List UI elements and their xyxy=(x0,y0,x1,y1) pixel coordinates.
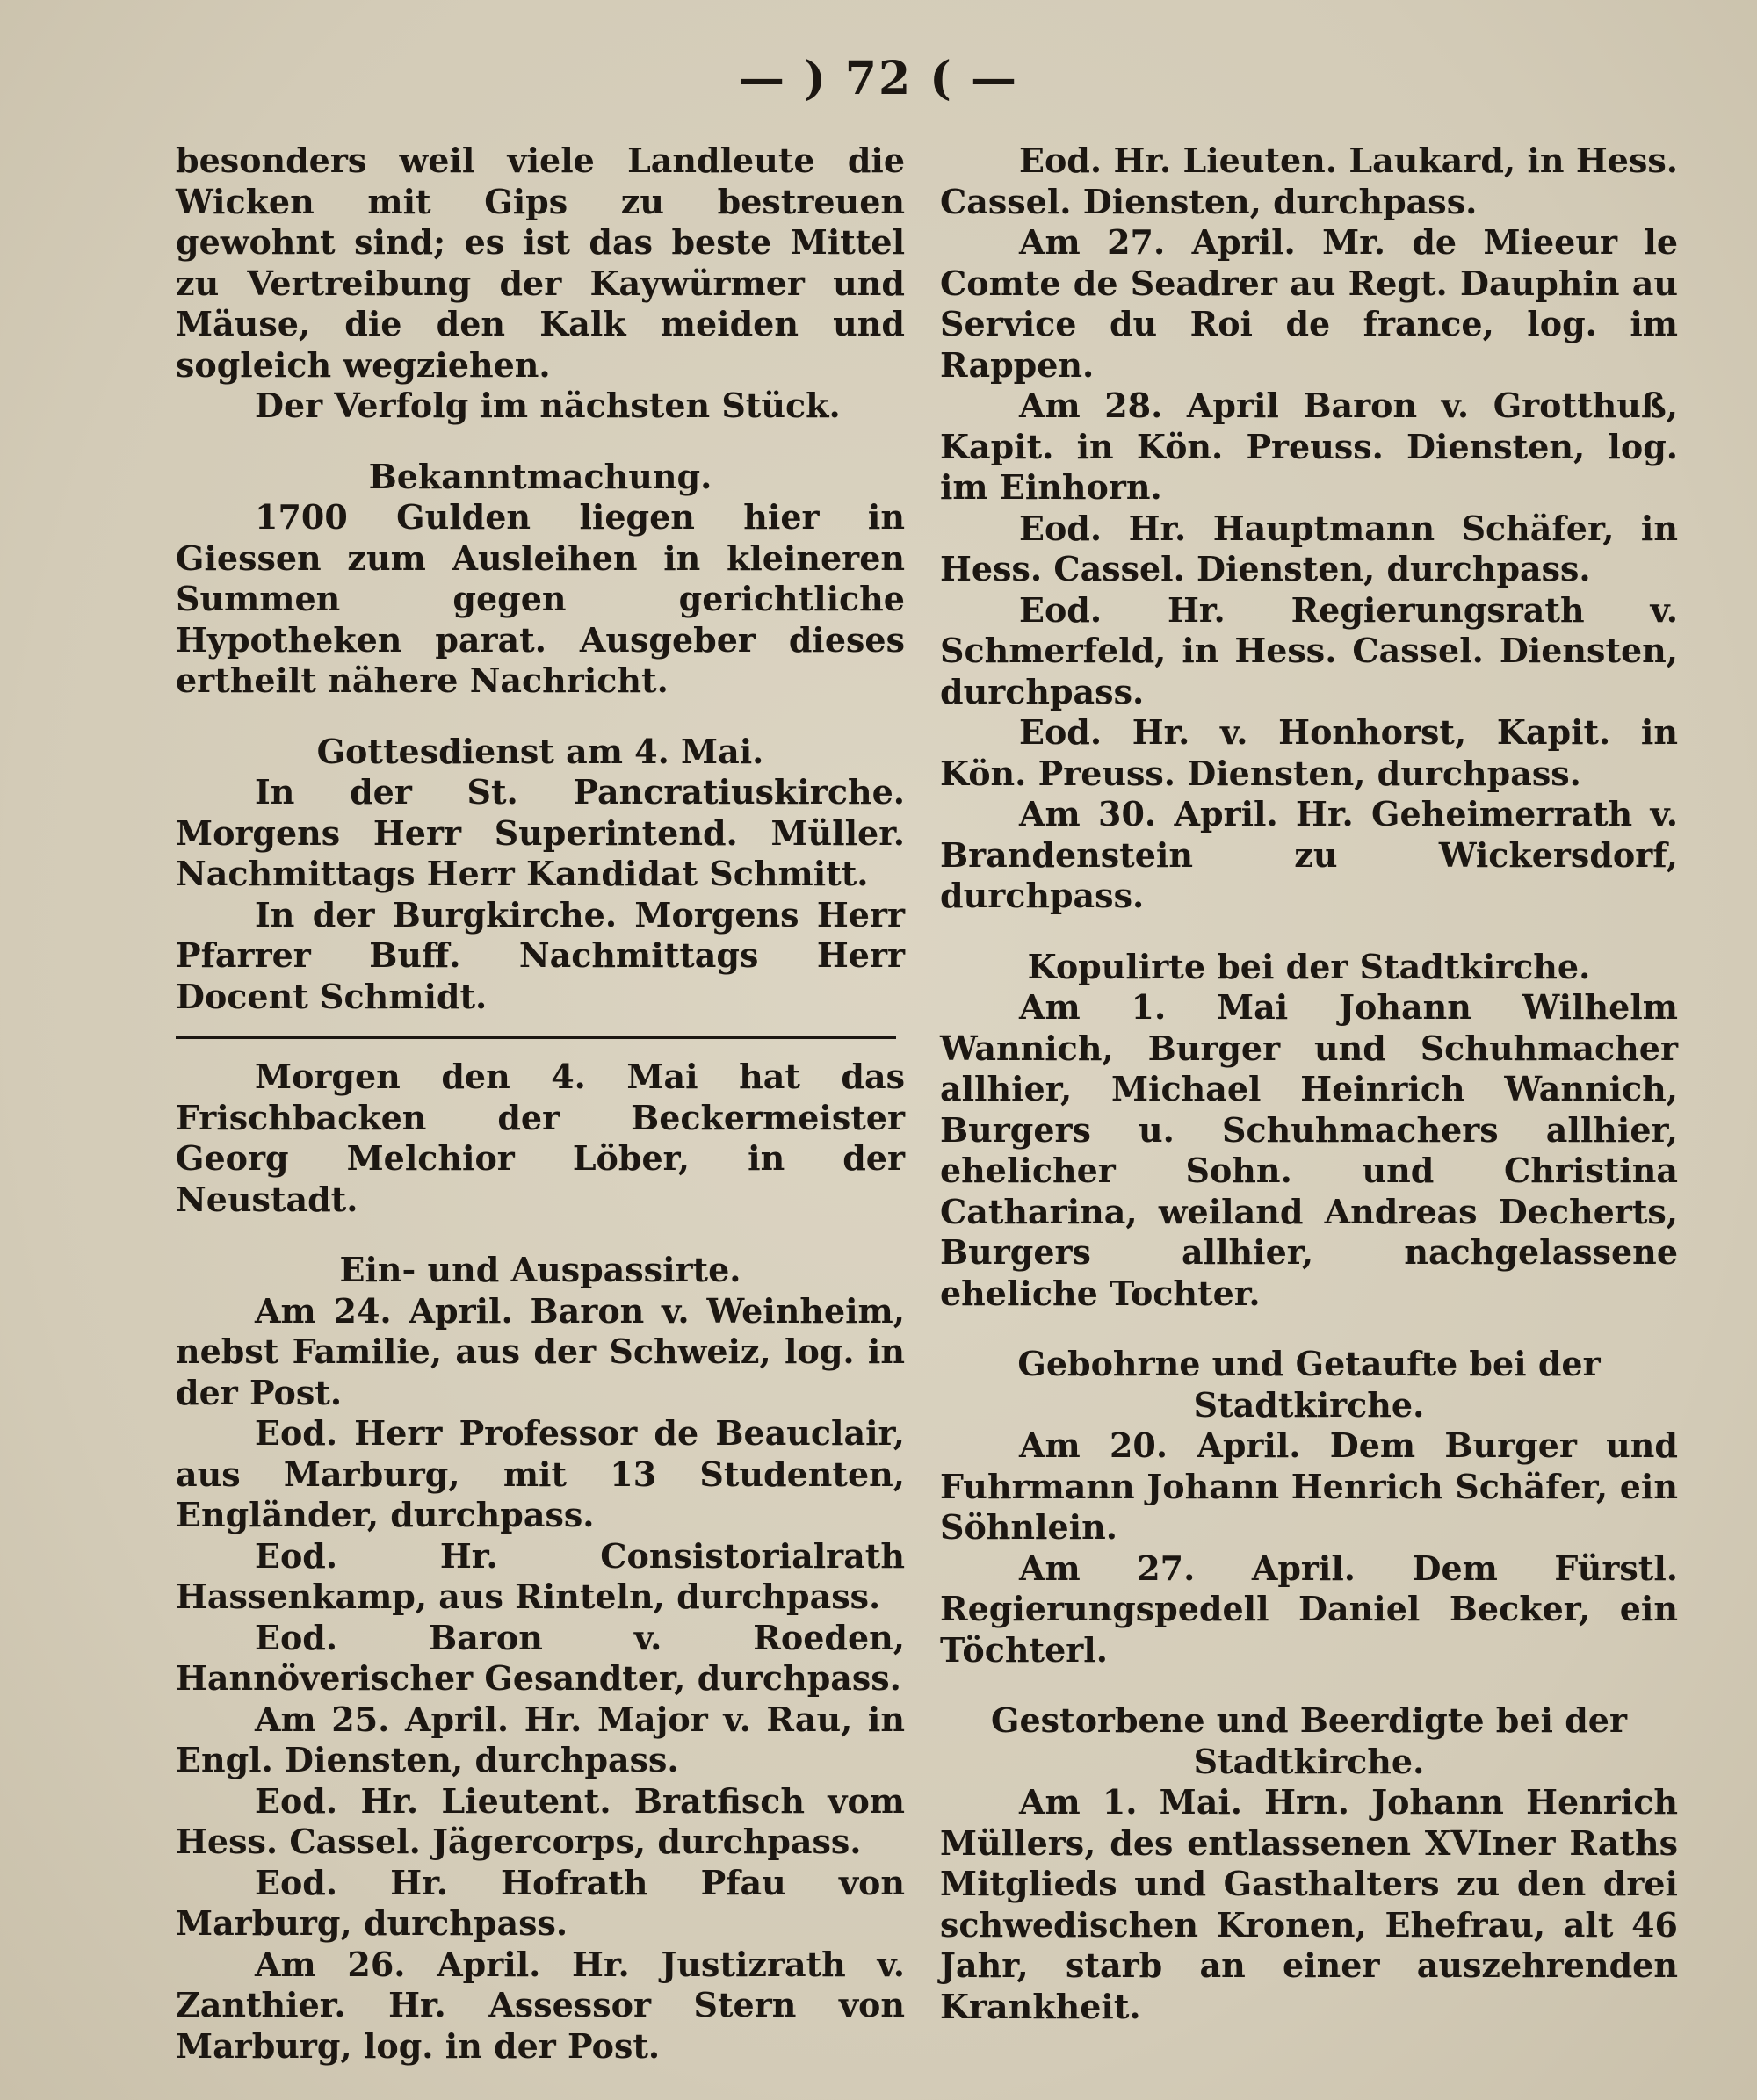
passirte-entry: Eod. Hr. Lieuten. Laukard, in Hess. Cassel. Diensten, durchpass. xyxy=(940,141,1678,221)
heading-kopulirte: Kopulirte bei der Stadtkirche. xyxy=(1027,946,1591,986)
passirte-entry: Am 26. April. Hr. Justizrath v. Zanthier. Hr. Assessor Stern von Marburg, log. in der Post. xyxy=(176,1944,905,2066)
heading-gestorbene: Gestorbene und Beerdigte bei der Stadtkirche. xyxy=(991,1700,1627,1781)
frischbacken-notice: Morgen den 4. Mai hat das Frischbacken der Beckermeister Georg Melchior Löber, in der Neustadt. xyxy=(176,1057,905,1219)
passirte-entry: Am 28. April Baron v. Grotthuß, Kapit. in Kön. Preuss. Diensten, log. im Einhorn. xyxy=(940,386,1678,507)
passirte-entry: Eod. Hr. Hauptmann Schäfer, in Hess. Cassel. Diensten, durchpass. xyxy=(940,508,1678,588)
kopulirte-entry: Am 1. Mai Johann Wilhelm Wannich, Burger und Schuhmacher allhier, Michael Heinrich Wannich, Burgers u. Schuhmachers allhier, ehelicher Sohn. und Christina Catharina, weiland Andreas Decherts, Burgers allhier, nachgelassene eheliche Tochter. xyxy=(940,987,1678,1313)
gebohrne-entry: Am 20. April. Dem Burger und Fuhrmann Johann Henrich Schäfer, ein Söhnlein. xyxy=(940,1425,1678,1547)
passirte-entry: Am 27. April. Mr. de Mieeur le Comte de Seadrer au Regt. Dauphin au Service du Roi de france, log. im Rappen. xyxy=(940,222,1678,385)
passirte-entry: Eod. Hr. Regierungsrath v. Schmerfeld, in Hess. Cassel. Diensten, durchpass. xyxy=(940,589,1678,711)
passirte-entry: Am 25. April. Hr. Major v. Rau, in Engl. Diensten, durchpass. xyxy=(176,1699,905,1779)
passirte-entry: Eod. Baron v. Roeden, Hannöverischer Gesandter, durchpass. xyxy=(176,1617,905,1698)
bekanntmachung-text: 1700 Gulden liegen hier in Giessen zum Ausleihen in kleineren Summen gegen gerichtliche Hypotheken parat. Ausgeber dieses ertheilt nähere Nachricht. xyxy=(176,497,905,700)
passirte-entry: Am 24. April. Baron v. Weinheim, nebst Familie, aus der Schweiz, log. in der Post. xyxy=(176,1290,905,1412)
intro-paragraph: besonders weil viele Landleute die Wicken mit Gips zu bestreuen gewohnt sind; es ist das beste Mittel zu Vertreibung der Kaywürmer und Mäuse, die den Kalk meiden und sogleich wegziehen. xyxy=(176,141,905,385)
gottesdienst-pancratius: In der St. Pancratiuskirche. Morgens Herr Superintend. Müller. Nachmittags Herr Kandidat Schmitt. xyxy=(176,772,905,893)
gestorbene-entry: Am 1. Mai. Hrn. Johann Henrich Müllers, des entlassenen XVIner Raths Mitglieds und Gasthalters zu den drei schwedischen Kronen, Ehefrau, alt 46 Jahr, starb an einer auszehrenden Krankheit. xyxy=(940,1782,1678,2026)
continuation-note: Der Verfolg im nächsten Stück. xyxy=(255,386,841,425)
passirte-entry: Eod. Herr Professor de Beauclair, aus Marburg, mit 13 Studenten, Engländer, durchpass. xyxy=(176,1413,905,1534)
heading-bekanntmachung: Bekanntmachung. xyxy=(368,456,712,496)
heading-passirte: Ein- und Auspassirte. xyxy=(339,1250,741,1289)
heading-gottesdienst: Gottesdienst am 4. Mai. xyxy=(316,731,764,771)
heading-gebohrne: Gebohrne und Getaufte bei der Stadtkirche. xyxy=(1017,1344,1601,1425)
gottesdienst-burgkirche: In der Burgkirche. Morgens Herr Pfarrer Buff. Nachmittags Herr Docent Schmidt. xyxy=(176,894,905,1016)
passirte-entry: Am 30. April. Hr. Geheimerrath v. Brandenstein zu Wickersdorf, durchpass. xyxy=(940,794,1678,915)
passirte-entry: Eod. Hr. Lieutent. Bratfisch vom Hess. Cassel. Jägercorps, durchpass. xyxy=(176,1780,905,1861)
passirte-entry: Eod. Hr. Consistorialrath Hassenkamp, aus Rinteln, durchpass. xyxy=(176,1535,905,1616)
passirte-entry: Eod. Hr. Hofrath Pfau von Marburg, durchpass. xyxy=(176,1862,905,1943)
section-divider xyxy=(176,1036,896,1039)
right-column xyxy=(940,141,1678,2027)
left-column xyxy=(176,141,905,2067)
passirte-entry: Eod. Hr. v. Honhorst, Kapit. in Kön. Preuss. Diensten, durchpass. xyxy=(940,712,1678,793)
page-number: — ) 72 ( — xyxy=(739,52,1018,105)
gebohrne-entry: Am 27. April. Dem Fürstl. Regierungspedell Daniel Becker, ein Töchterl. xyxy=(940,1548,1678,1670)
